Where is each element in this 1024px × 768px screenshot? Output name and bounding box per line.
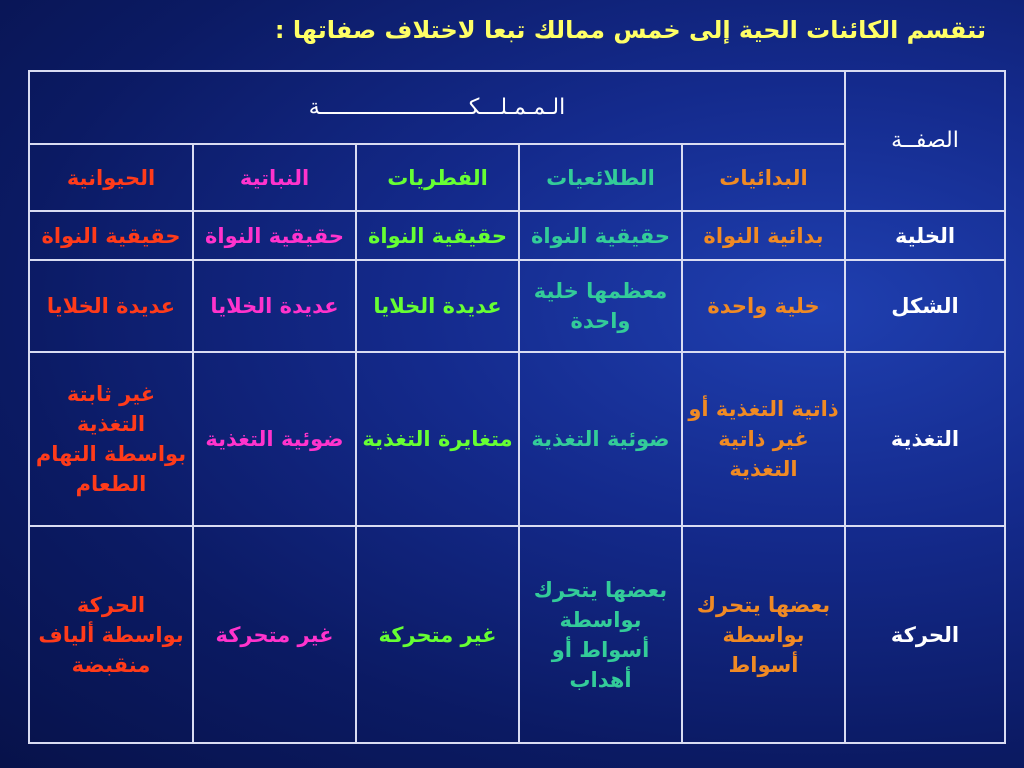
cell-monera-shape: خلية واحدة [682,260,845,352]
table-row-movement [29,526,1005,743]
kingdom-header: الـمـمـلـــكـــــــــــــــــــــــة [29,71,845,144]
cell-monera-nutrition: ذاتية التغذية أو غير ذاتية التغذية [682,352,845,526]
cell-plantae-shape: عديدة الخلايا [193,260,356,352]
cell-plantae-movement: غير متحركة [193,526,356,743]
row-label-nutrition: التغذية [845,352,1005,526]
slide-title: تتقسم الكائنات الحية إلى خمس ممالك تبعا لاختلاف صفاتها : [274,16,986,44]
row-label-cell: الخلية [845,211,1005,260]
row-label-movement: الحركة [845,526,1005,743]
cell-plantae-nutrition: ضوئية التغذية [193,352,356,526]
cell-animalia-cell: حقيقية النواة [29,211,193,260]
table-row-shape [29,260,1005,352]
cell-protista-nutrition: ضوئية التغذية [519,352,682,526]
cell-animalia-shape: عديدة الخلايا [29,260,193,352]
cell-protista-cell: حقيقية النواة [519,211,682,260]
kingdom-monera: البدائيات [682,144,845,211]
kingdoms-table [28,70,1006,744]
table-header-row [29,71,1005,144]
cell-animalia-nutrition: غير ثابتة التغذية بواسطة التهام الطعام [29,352,193,526]
cell-fungi-nutrition: متغايرة التغذية [356,352,519,526]
cell-animalia-movement: الحركة بواسطة ألياف منقبضة [29,526,193,743]
cell-fungi-shape: عديدة الخلايا [356,260,519,352]
cell-fungi-movement: غير متحركة [356,526,519,743]
table-row-nutrition [29,352,1005,526]
table-row-cell [29,211,1005,260]
kingdom-fungi: الفطريات [356,144,519,211]
cell-plantae-cell: حقيقية النواة [193,211,356,260]
cell-protista-shape: معظمها خلية واحدة [519,260,682,352]
row-label-shape: الشكل [845,260,1005,352]
kingdom-animalia: الحيوانية [29,144,193,211]
cell-monera-movement: بعضها يتحرك بواسطة أسواط [682,526,845,743]
attribute-header: الصفــة [845,71,1005,211]
kingdom-protista: الطلائعيات [519,144,682,211]
kingdom-plantae: النباتية [193,144,356,211]
cell-fungi-cell: حقيقية النواة [356,211,519,260]
cell-monera-cell: بدائية النواة [682,211,845,260]
cell-protista-movement: بعضها يتحرك بواسطة أسواط أو أهداب [519,526,682,743]
